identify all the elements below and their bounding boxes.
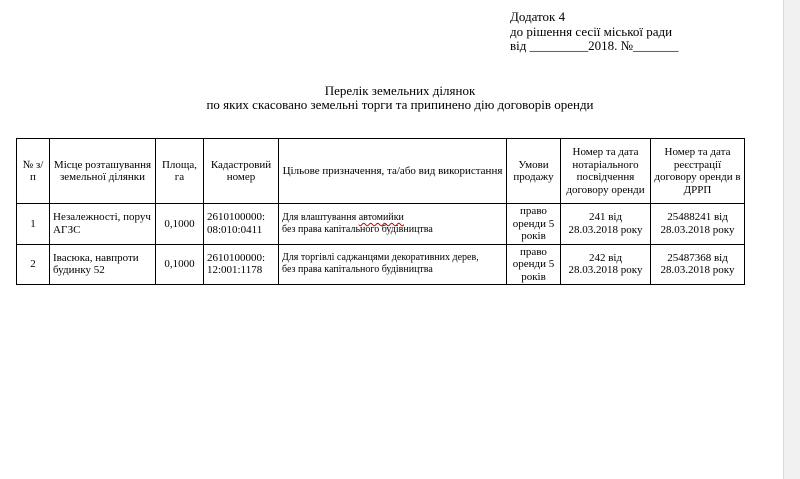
spellcheck-word: автомийки bbox=[358, 211, 404, 223]
table-row bbox=[17, 204, 745, 245]
header-number: № з/п bbox=[17, 139, 50, 204]
table-row bbox=[17, 244, 745, 285]
page-edge bbox=[783, 0, 800, 479]
cell-area: 0,1000 bbox=[156, 244, 204, 285]
cell-number: 2 bbox=[17, 244, 50, 285]
cell-notary: 242 від 28.03.2018 року bbox=[561, 244, 651, 285]
cell-purpose bbox=[279, 204, 507, 245]
addendum-date: від _________2018. №_______ bbox=[510, 38, 679, 53]
cell-notary: 241 від 28.03.2018 року bbox=[561, 204, 651, 245]
purpose-restriction: без права капітального будівництва bbox=[282, 264, 433, 276]
header-cadastral: Кадастровий номер bbox=[204, 139, 279, 204]
header-area: Площа, га bbox=[156, 139, 204, 204]
table-header-row bbox=[17, 139, 745, 204]
header-notary: Номер та дата нотаріального посвідчення договору оренди bbox=[561, 139, 651, 204]
purpose-text: Для влаштування bbox=[282, 211, 359, 223]
title-line-1: Перелік земельних ділянок bbox=[324, 83, 476, 98]
addendum-number: Додаток 4 bbox=[510, 9, 566, 24]
cell-cadastral: 2610100000: 08:010:0411 bbox=[204, 204, 279, 245]
addendum-decision: до рішення сесії міської ради bbox=[510, 23, 673, 39]
cell-area: 0,1000 bbox=[156, 204, 204, 245]
purpose-text: Для торгівлі саджанцями декоративних дерев, bbox=[282, 252, 479, 264]
header-purpose: Цільове призначення, та/або вид використання bbox=[279, 139, 507, 204]
cell-location: Незалежності, поруч АГЗС bbox=[50, 204, 156, 245]
cell-registry: 25487368 від 28.03.2018 року bbox=[651, 244, 745, 285]
cell-terms: право оренди 5 років bbox=[507, 244, 561, 285]
header-location: Місце розташування земельної ділянки bbox=[50, 139, 156, 204]
document-title bbox=[0, 84, 800, 112]
cell-number: 1 bbox=[17, 204, 50, 245]
header-registry: Номер та дата реєстрації договору оренди в ДРРП bbox=[651, 139, 745, 204]
cell-cadastral: 2610100000: 12:001:1178 bbox=[204, 244, 279, 285]
cell-purpose bbox=[279, 244, 507, 285]
cell-location: Івасюка, навпроти будинку 52 bbox=[50, 244, 156, 285]
cell-terms: право оренди 5 років bbox=[507, 204, 561, 245]
land-parcels-table bbox=[16, 138, 745, 285]
cell-registry: 25488241 від 28.03.2018 року bbox=[651, 204, 745, 245]
addendum-block bbox=[510, 10, 679, 54]
purpose-restriction: без права капітального будівництва bbox=[282, 223, 433, 235]
title-line-2: по яких скасовано земельні торги та припинено дію договорів оренди bbox=[206, 97, 594, 112]
header-terms: Умови продажу bbox=[507, 139, 561, 204]
